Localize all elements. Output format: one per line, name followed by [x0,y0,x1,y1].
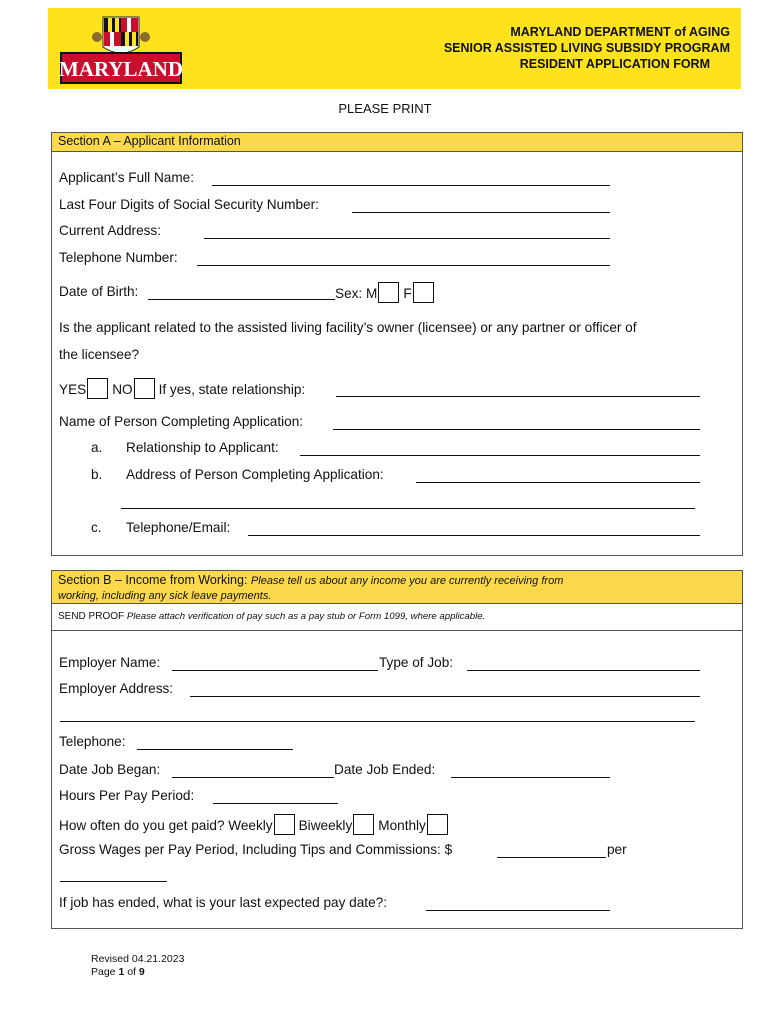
related-question-line1: Is the applicant related to the assisted living facility’s owner (licensee) or any partner or officer of [59,320,637,335]
section-a-title: Section A – Applicant Information [52,133,742,152]
full-name-label: Applicant’s Full Name: [59,170,194,185]
relationship-to-applicant-field[interactable] [300,455,700,456]
sex-m-checkbox[interactable] [378,282,399,303]
telephone-email-field[interactable] [248,535,700,536]
weekly-checkbox[interactable] [274,814,295,835]
related-question-line2: the licensee? [59,347,140,362]
completer-address-label: Address of Person Completing Application: [126,467,384,482]
send-proof-label: SEND PROOF [58,611,125,622]
employer-name-label: Employer Name: [59,655,161,670]
sex-row [335,282,438,303]
employer-address-label: Employer Address: [59,681,174,696]
last-pay-date-field[interactable] [426,910,610,911]
employer-address-field[interactable] [190,696,700,697]
header-line-3: RESIDENT APPLICATION FORM [519,57,710,71]
item-a-label: a. [91,440,103,455]
relationship-to-applicant-label: Relationship to Applicant: [126,440,279,455]
footer [91,953,184,979]
please-print: PLEASE PRINT [338,101,432,116]
dob-label: Date of Birth: [59,284,139,299]
item-c-label: c. [91,520,102,535]
address-label: Current Address: [59,223,161,238]
biweekly-checkbox[interactable] [353,814,374,835]
hours-field[interactable] [213,803,338,804]
telephone-field[interactable] [197,265,610,266]
header-line-2: SENIOR ASSISTED LIVING SUBSIDY PROGRAM [443,41,730,55]
employer-address-field-line2[interactable] [60,721,695,722]
sex-f-label: F [403,286,412,301]
employer-telephone-field[interactable] [137,749,293,750]
send-proof-note: Please attach verification of pay such as a pay stub or Form 1099, where applicable. [126,611,486,622]
employer-name-field[interactable] [172,670,378,671]
date-began-label: Date Job Began: [59,762,161,777]
weekly-label: How often do you get paid? Weekly [59,818,273,833]
date-ended-field[interactable] [451,777,610,778]
type-of-job-label: Type of Job: [379,655,454,670]
yes-no-row [59,378,305,399]
gross-wages-per-label: per [607,842,627,857]
hours-label: Hours Per Pay Period: [59,788,195,803]
address-field[interactable] [204,238,610,239]
logo-text: MARYLAND [58,57,184,81]
gross-wages-label: Gross Wages per Pay Period, Including Tips and Commissions: $ [59,842,453,857]
yes-label: YES [59,382,87,397]
section-b-title-note: Please tell us about any income you are currently receiving from [250,575,564,587]
full-name-field[interactable] [212,185,610,186]
type-of-job-field[interactable] [467,670,700,671]
completer-address-field[interactable] [416,482,700,483]
sex-m-label: Sex: M [335,286,378,301]
biweekly-label: Biweekly [298,818,353,833]
section-b-title-text: Section B – Income from Working: [58,573,248,587]
person-completing-field[interactable] [333,429,700,430]
maryland-logo [57,13,185,85]
completer-address-field-line2[interactable] [121,508,695,509]
section-b-title [52,571,742,604]
section-b-title-note2: working, including any sick leave payments. [58,590,272,602]
item-b-label: b. [91,467,103,482]
send-proof-row [52,604,742,631]
dob-field[interactable] [148,299,335,300]
gross-wages-per-field[interactable] [60,881,167,882]
last-pay-date-label: If job has ended, what is your last expected pay date?: [59,895,387,910]
no-checkbox[interactable] [134,378,155,399]
monthly-label: Monthly [378,818,426,833]
ssn-label: Last Four Digits of Social Security Number: [59,197,319,212]
relationship-field[interactable] [336,396,700,397]
employer-telephone-label: Telephone: [59,734,126,749]
yes-checkbox[interactable] [87,378,108,399]
section-a [51,132,743,556]
date-began-field[interactable] [172,777,334,778]
page-number: Page 1 of 9 [91,966,145,978]
relationship-label: If yes, state relationship: [158,382,306,397]
revised-date: Revised 04.21.2023 [91,953,185,965]
ssn-field[interactable] [352,212,610,213]
monthly-checkbox[interactable] [427,814,448,835]
gross-wages-field[interactable] [497,857,606,858]
pay-frequency-row [59,814,452,835]
no-label: NO [112,382,133,397]
header-line-1: MARYLAND DEPARTMENT of AGING [510,25,730,39]
header-title [444,24,730,72]
sex-f-checkbox[interactable] [413,282,434,303]
telephone-email-label: Telephone/Email: [126,520,231,535]
date-ended-label: Date Job Ended: [334,762,436,777]
person-completing-label: Name of Person Completing Application: [59,414,304,429]
telephone-label: Telephone Number: [59,250,178,265]
